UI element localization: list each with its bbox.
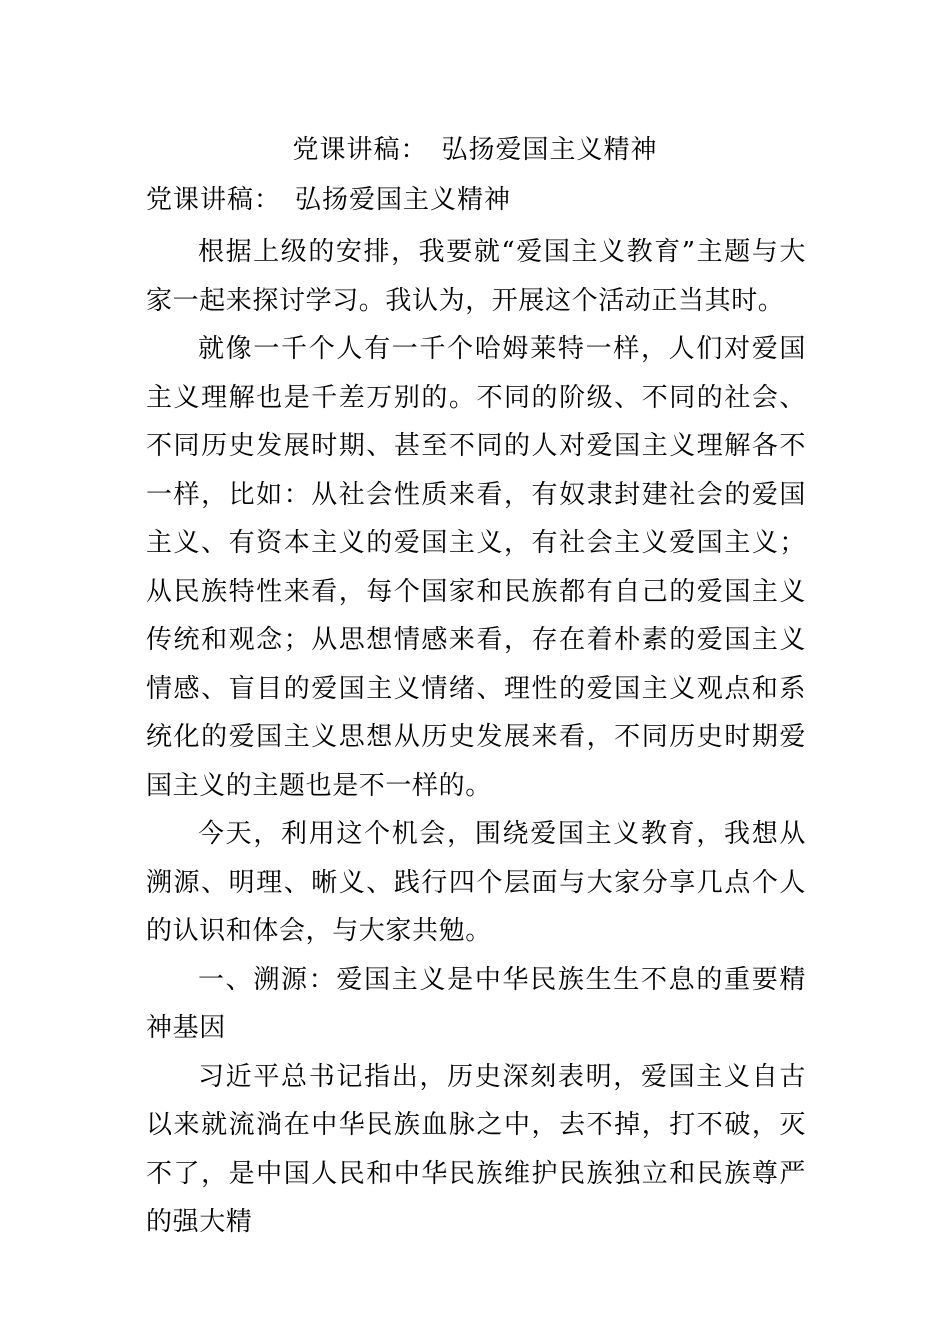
document-title: 党课讲稿： 弘扬爱国主义精神 <box>292 135 658 165</box>
paragraph-opportunity: 今天，利用这个机会，围绕爱国主义教育，我想从溯源、明理、晰义、践行四个层面与大家分享几点个人的认识和体会，与大家共勉。 <box>146 819 806 946</box>
paragraph-xi-quote: 习近平总书记指出，历史深刻表明，爱国主义自古以来就流淌在中华民族血脉之中，去不掉，打不破，灭不了，是中国人民和中华民族维护民族独立和民族尊严的强大精 <box>146 1061 806 1237</box>
section-heading-origin: 一、溯源：爱国主义是中华民族生生不息的重要精神基因 <box>146 964 806 1043</box>
paragraph-intro: 根据上级的安排，我要就“爱国主义教育”主题与大家一起来探讨学习。我认为，开展这个活动正当其时。 <box>146 237 806 316</box>
document-body <box>146 228 806 1247</box>
paragraph-understanding: 就像一千个人有一千个哈姆莱特一样，人们对爱国主义理解也是千差万别的。不同的阶级、不同的社会、不同历史发展时期、甚至不同的人对爱国主义理解各不一样，比如：从社会性质来看，有奴隶封建社会的爱国主义、有资本主义的爱国主义，有社会主义爱国主义；从民族特性来看，每个国家和民族都有自己的爱国主义传统和观念；从思想情感来看，存在着朴素的爱国主义情感、盲目的爱国主义情绪、理性的爱国主义观点和系统化的爱国主义思想从历史发展来看，不同历史时期爱国主义的主题也是不一样的。 <box>146 334 806 801</box>
document-heading: 党课讲稿： 弘扬爱国主义精神 <box>146 185 512 215</box>
